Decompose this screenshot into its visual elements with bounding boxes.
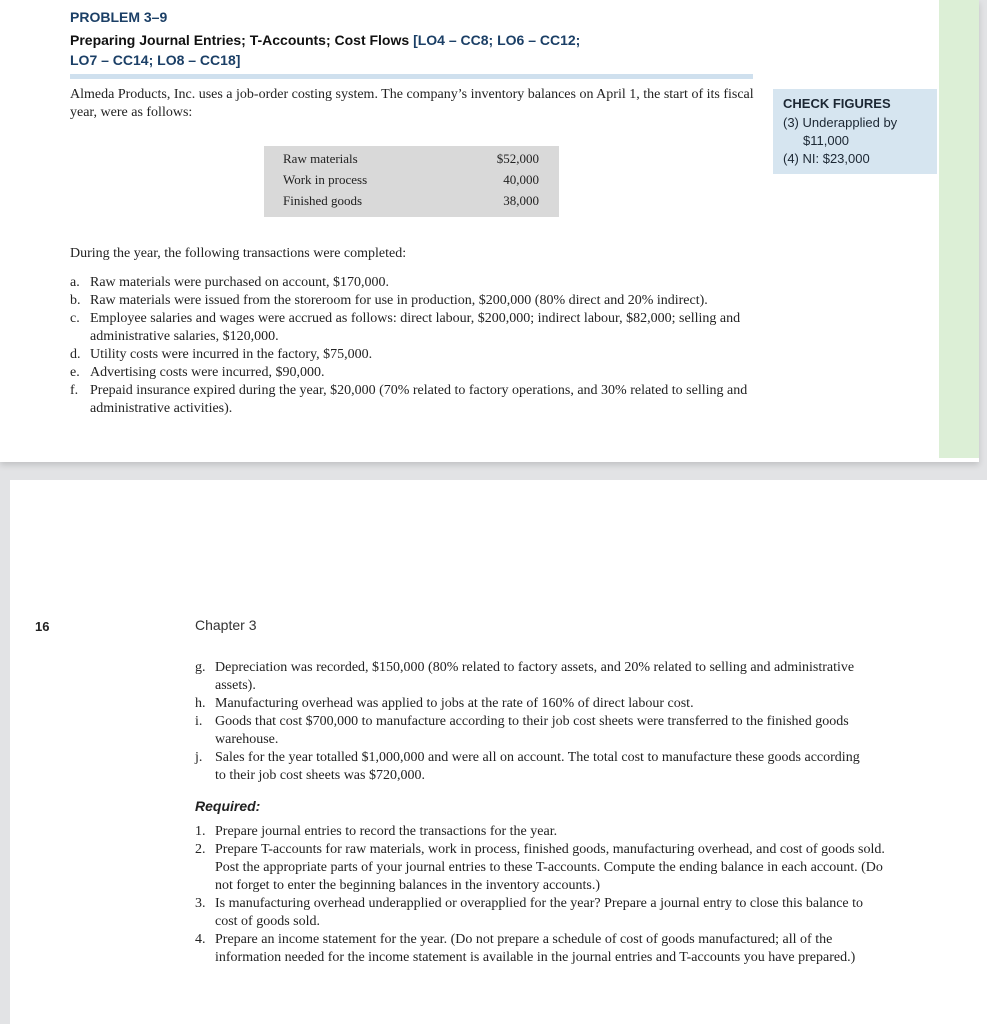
- item-text: Advertising costs were incurred, $90,000.: [90, 365, 325, 380]
- item-number: 3.: [195, 896, 206, 911]
- required-item: [195, 895, 885, 931]
- item-text: Prepare journal entries to record the transactions for the year.: [215, 824, 558, 839]
- intro-paragraph: Almeda Products, Inc. uses a job-order costing system. The company’s inventory balances on April 1, the start of its fiscal year, were as follows:: [70, 87, 754, 120]
- check-figure-line: (3) Underapplied by: [783, 115, 898, 130]
- item-letter: h.: [195, 696, 206, 711]
- required-item: [195, 841, 885, 895]
- inventory-value: $52,000: [496, 151, 539, 166]
- required-heading: Required:: [195, 798, 261, 814]
- item-text: Utility costs were incurred in the factory, $75,000.: [90, 347, 373, 362]
- chapter-label: Chapter 3: [195, 617, 257, 633]
- learning-objectives-1: [LO4 – CC8; LO6 – CC12;: [413, 32, 581, 48]
- item-letter: g.: [195, 660, 206, 675]
- transaction-item: [195, 749, 865, 785]
- transaction-item: [70, 274, 770, 292]
- transaction-item: [195, 713, 865, 749]
- transaction-item: [195, 695, 865, 713]
- problem-number: PROBLEM 3–9: [70, 9, 168, 25]
- check-figure-line: $11,000: [803, 133, 850, 148]
- item-letter: i.: [195, 714, 203, 729]
- check-figures-box: [773, 89, 937, 174]
- item-text: Prepaid insurance expired during the year, $20,000 (70% related to factory operations, and 30% related to selling and administrative activities).: [90, 383, 748, 416]
- item-letter: f.: [70, 383, 79, 398]
- item-number: 4.: [195, 932, 206, 947]
- transactions-list-g-j: [195, 659, 865, 785]
- inventory-value: 40,000: [503, 172, 539, 187]
- item-text: Employee salaries and wages were accrued as follows: direct labour, $200,000; indirect labour, $82,000; selling and administrative salaries, $120,000.: [90, 311, 741, 344]
- inventory-name: Finished goods: [283, 193, 363, 208]
- transaction-item: [70, 346, 770, 364]
- problem-title-text: Preparing Journal Entries; T-Accounts; Cost Flows: [70, 32, 414, 48]
- transactions-list-a-f: [70, 274, 770, 418]
- item-text: Raw materials were purchased on account, $170,000.: [90, 275, 389, 290]
- transaction-item: [70, 310, 770, 346]
- required-item: [195, 931, 885, 967]
- title-divider: [70, 74, 753, 79]
- item-letter: c.: [70, 311, 80, 326]
- item-letter: a.: [70, 275, 80, 290]
- item-letter: b.: [70, 293, 81, 308]
- item-text: Goods that cost $700,000 to manufacture according to their job cost sheets were transferred to the finished goods warehouse.: [215, 714, 849, 747]
- item-letter: j.: [195, 750, 203, 765]
- item-text: Prepare T-accounts for raw materials, work in process, finished goods, manufacturing overhead, and cost of goods sold. Post the appropriate parts of your journal entries to these T-accounts. Compute the ending balance in each account. (Do not forget to enter the beginning balances in the inventory accounts.): [215, 842, 885, 893]
- item-number: 1.: [195, 824, 206, 839]
- transaction-item: [70, 364, 770, 382]
- inventory-row: [264, 193, 559, 213]
- inventory-name: Raw materials: [283, 151, 358, 166]
- transactions-intro: During the year, the following transactions were completed:: [70, 246, 407, 261]
- page-1: [0, 0, 979, 462]
- item-letter: d.: [70, 347, 81, 362]
- inventory-row: [264, 151, 559, 171]
- transaction-item: [70, 292, 770, 310]
- item-text: Raw materials were issued from the storeroom for use in production, $200,000 (80% direct and 20% indirect).: [90, 293, 708, 308]
- transaction-item: [70, 382, 770, 418]
- item-text: Sales for the year totalled $1,000,000 and were all on account. The total cost to manufacture these goods according to their job cost sheets was $720,000.: [215, 750, 860, 783]
- learning-objectives-2: LO7 – CC14; LO8 – CC18]: [70, 52, 241, 68]
- required-list: [195, 823, 885, 967]
- item-text: Depreciation was recorded, $150,000 (80% related to factory assets, and 20% related to selling and administrative assets).: [215, 660, 855, 693]
- item-text: Prepare an income statement for the year. (Do not prepare a schedule of cost of goods manufactured; all of the information needed for the income statement is available in the journal entries and T-accounts you have prepared.): [215, 932, 856, 965]
- item-letter: e.: [70, 365, 80, 380]
- item-text: Is manufacturing overhead underapplied or overapplied for the year? Prepare a journal entry to close this balance to cost of goods sold.: [215, 896, 864, 929]
- problem-title: [70, 30, 720, 70]
- inventory-value: 38,000: [503, 193, 539, 208]
- margin-strip: [939, 0, 979, 458]
- check-figure-line: (4) NI: $23,000: [783, 151, 870, 166]
- transaction-item: [195, 659, 865, 695]
- check-figures-heading: CHECK FIGURES: [783, 96, 891, 111]
- inventory-row: [264, 172, 559, 192]
- inventory-name: Work in process: [283, 172, 368, 187]
- item-text: Manufacturing overhead was applied to jobs at the rate of 160% of direct labour cost.: [215, 696, 694, 711]
- required-item: [195, 823, 885, 841]
- page-number: 16: [35, 619, 50, 634]
- inventory-table: [264, 146, 559, 217]
- item-number: 2.: [195, 842, 206, 857]
